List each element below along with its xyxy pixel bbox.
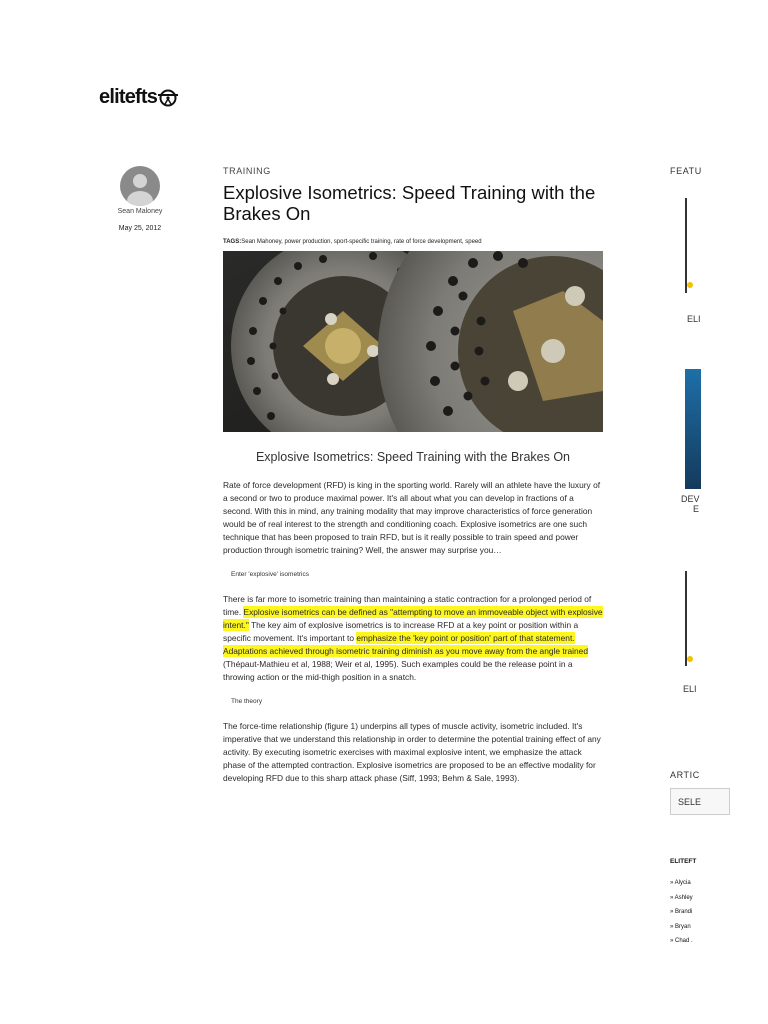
paragraph-text: (Thépaut-Mathieu et al, 1988; Weir et al, 1995). Such examples could be the release point in a throwing action or the mid-thigh position in a snatch. (223, 659, 573, 682)
article-tags (223, 239, 603, 245)
author-avatar[interactable] (120, 166, 160, 206)
featured-thumbnail[interactable] (685, 571, 701, 666)
sidebar-link[interactable]: » Bryan (670, 924, 691, 930)
highlighted-text: emphasize the 'key point or position' part of that statement. Adaptations achieved through isometric training diminish as you move away from the angle trained (223, 633, 588, 656)
site-logo[interactable] (99, 86, 178, 109)
subheading-theory: The theory (231, 698, 263, 705)
sidebar-link[interactable]: » Ashley (670, 895, 693, 901)
featured-label[interactable]: ELI (683, 684, 697, 694)
theory-paragraph: The force-time relationship (figure 1) underpins all types of muscle activity, isometric included. It's imperative that we understand this relationship in order to determine the potential training effect of any activity. By executing isometric exercises with maximal explosive intent, we emphasize the attack phase of the attempted contraction. Explosive isometrics are proposed to be an effective modality for developing RFD due to this sharp attack phase (Siff, 1993; Behm & Sale, 1993). (223, 721, 601, 783)
featured-label[interactable]: ELI (687, 314, 701, 324)
hero-image-brake-discs (223, 251, 603, 432)
paragraph-text: The key aim of explosive isometrics is to increase RFD at a key point or position within a specific movement. It's important to (223, 620, 579, 643)
logo-text: elitefts (99, 86, 158, 108)
person-icon (120, 166, 160, 206)
sidebar (669, 166, 768, 1024)
featured-thumbnail[interactable] (685, 369, 701, 489)
logo-lifter-icon (158, 89, 178, 107)
featured-label[interactable]: E (693, 504, 700, 514)
author-block (110, 166, 170, 232)
publish-date: May 25, 2012 (118, 225, 162, 232)
featured-heading: FEATU (670, 166, 702, 176)
isometrics-paragraph (223, 593, 603, 684)
author-name[interactable]: Sean Maloney (117, 208, 163, 215)
highlighted-text: Explosive isometrics can be defined as "attempting to move an immoveable object with explosive intent." (223, 607, 603, 630)
article-title: Explosive Isometrics: Speed Training with the Brakes On (223, 182, 596, 224)
tags-label: TAGS: (223, 239, 242, 245)
elitefts-links-heading: ELITEFT (670, 858, 697, 865)
article (223, 166, 603, 785)
subheading-explosive-isometrics: Enter 'explosive' isometrics (231, 571, 309, 578)
paragraph-text: There is far more to isometric training than maintaining a static contraction for a prolonged period of time. (223, 594, 592, 617)
image-caption: Explosive Isometrics: Speed Training with the Brakes On (255, 450, 571, 464)
featured-thumbnail-marker (687, 656, 693, 662)
sidebar-link[interactable]: » Alycia (670, 880, 691, 886)
intro-paragraph: Rate of force development (RFD) is king in the sporting world. Rarely will an athlete have the luxury of a second or two to produce maximal power. It's all about what you can develop in fractions of a second. With this in mind, any training modality that may improve characteristics of force generation would be of real interest to the strength and conditioning coach. Explosive isometrics are one such technique that has been proposed to train RFD, but is it really possible to train speed and power production through isometric training? Well, the answer may surprise you… (223, 480, 601, 555)
articles-heading: ARTIC (670, 770, 700, 780)
featured-label[interactable]: DEV (681, 494, 700, 504)
sidebar-link[interactable]: » Chad . (670, 938, 693, 944)
featured-thumbnail-marker (687, 282, 693, 288)
featured-thumbnail[interactable] (685, 198, 701, 293)
articles-select[interactable]: SELE (670, 788, 730, 815)
sidebar-link[interactable]: » Brandi (670, 909, 693, 915)
tags-list[interactable]: Sean Mahoney, power production, sport-specific training, rate of force development, speed (241, 239, 482, 245)
article-category[interactable]: TRAINING (223, 166, 271, 176)
